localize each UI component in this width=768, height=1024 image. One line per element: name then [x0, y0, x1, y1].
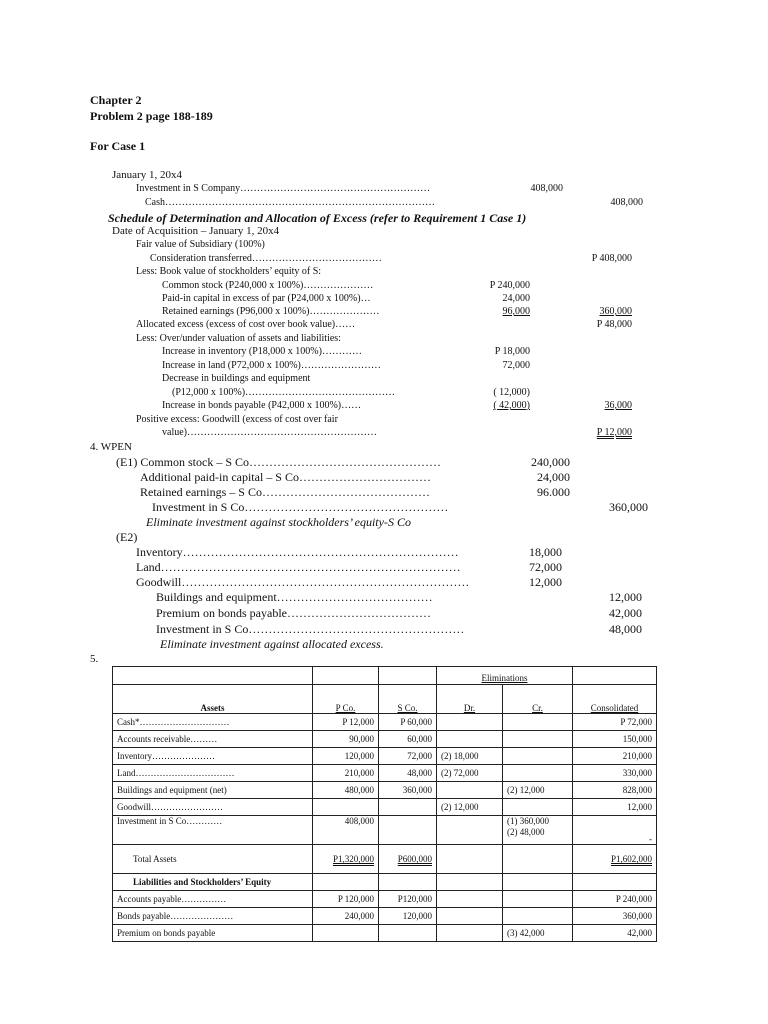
schedule-line: (P12,000 x 100%)………………………………………	[172, 387, 396, 398]
entry-amount: 12,000	[609, 590, 642, 604]
entry-line: Additional paid-in capital – S Co……………………………	[140, 470, 431, 484]
schedule-line: Less: Book value of stockholders’ equity of S:	[136, 266, 322, 277]
row-label: Bonds payable…………………	[113, 908, 313, 925]
entry-amount: 24,000	[537, 470, 570, 484]
schedule-line: Common stock (P240,000 x 100%)…………………	[162, 280, 374, 291]
liabilities-heading: Liabilities and Stockholders’ Equity	[113, 874, 313, 891]
schedule-amount: 72,000	[502, 360, 530, 371]
entry-line: Land…………………………………………………………………	[136, 560, 461, 574]
schedule-line: Decrease in buildings and equipment	[162, 373, 311, 384]
schedule-amount	[560, 307, 632, 317]
cell-consolidated: P 72,000	[573, 714, 657, 731]
schedule-line: Allocated excess (excess of cost over book value)……	[136, 319, 356, 330]
schedule-amount: ( 12,000)	[493, 387, 530, 398]
entry-memo: Eliminate investment against stockholders’ equity-S Co	[146, 515, 411, 529]
cr-line: (1) 360,000	[507, 816, 549, 826]
row-label: Investment in S Co…………	[113, 816, 313, 845]
cell-cr	[503, 799, 573, 816]
cell-consolidated: 330,000	[573, 765, 657, 782]
entry-amount: 42,000	[609, 606, 642, 620]
table-row	[113, 714, 657, 731]
schedule-line: Positive excess: Goodwill (excess of cost over fair	[136, 414, 338, 425]
journal-line-amount: 408,000	[610, 197, 643, 208]
cell-cr: (3) 42,000	[503, 925, 573, 942]
column-header-p-co: P Co.	[335, 703, 356, 713]
entry-line: Buildings and equipment…………………………………	[156, 590, 433, 604]
entry-line: Goodwill………………………………………………………………	[136, 575, 470, 589]
cell-cr	[503, 816, 573, 845]
cell-consolidated: 42,000	[573, 925, 657, 942]
cell-p-co: 480,000	[313, 782, 379, 799]
entry-line: Premium on bonds payable………………………………	[156, 606, 431, 620]
cell-dr: (2) 72,000	[437, 765, 503, 782]
entry-line: Investment in S Co………………………………………………	[156, 622, 465, 636]
row-label: Inventory…………………	[113, 748, 313, 765]
row-label: Cash*…………………………	[113, 714, 313, 731]
schedule-amount: P 48,000	[596, 319, 632, 330]
entry-tag: (E2)	[116, 530, 138, 544]
problem-heading: Problem 2 page 188-189	[90, 109, 213, 123]
case-heading: For Case 1	[90, 139, 146, 153]
entry-line: Retained earnings – S Co……………………………………	[140, 485, 430, 499]
schedule-amount: P 408,000	[591, 253, 632, 264]
row-label: Accounts receivable………	[113, 731, 313, 748]
row-label: Land……………………………	[113, 765, 313, 782]
cell-consolidated: P 240,000	[573, 891, 657, 908]
cell-p-co: 240,000	[313, 908, 379, 925]
row-label: Premium on bonds payable	[113, 925, 313, 942]
underlined-amount: ( 42,000)	[493, 400, 530, 411]
cell-consolidated: P1,602,000	[610, 854, 652, 864]
entry-amount: 72,000	[529, 560, 562, 574]
journal-line-label: Cash………………………………………………………………………	[145, 197, 435, 208]
cell-p-co: P1,320,000	[332, 854, 374, 864]
schedule-line: Retained earnings (P96,000 x 100%)…………………	[162, 306, 380, 317]
cell-consolidated: -	[573, 816, 657, 845]
cell-cr	[503, 908, 573, 925]
table-row	[113, 816, 657, 845]
cell-dr: (2) 18,000	[437, 748, 503, 765]
cell-p-co: P 12,000	[313, 714, 379, 731]
underlined-amount: 36,000	[604, 400, 632, 411]
cell-p-co	[313, 925, 379, 942]
cell-dr	[437, 891, 503, 908]
schedule-amount	[560, 428, 632, 438]
cell-dr	[437, 908, 503, 925]
table-row	[113, 748, 657, 765]
cell-p-co: 90,000	[313, 731, 379, 748]
cell-consolidated: 150,000	[573, 731, 657, 748]
cell-consolidated: 828,000	[573, 782, 657, 799]
cell-p-co	[313, 799, 379, 816]
cell-p-co: P 120,000	[313, 891, 379, 908]
cell-s-co: 120,000	[379, 908, 437, 925]
underlined-amount: 360,000	[599, 306, 632, 317]
schedule-line: Consideration transferred…………………………………	[150, 253, 382, 264]
schedule-line: Increase in land (P72,000 x 100%)……………………	[162, 360, 381, 371]
column-header-dr: Dr.	[463, 703, 476, 713]
entry-line: Inventory……………………………………………………………	[136, 545, 459, 559]
entry-line: (E1) Common stock – S Co…………………………………………	[116, 455, 442, 469]
entry-amount: 48,000	[609, 622, 642, 636]
table-row	[113, 731, 657, 748]
double-underlined-amount: P 12,000	[596, 427, 632, 438]
schedule-amount	[460, 307, 530, 317]
cell-p-co: 408,000	[313, 816, 379, 845]
cell-s-co: 72,000	[379, 748, 437, 765]
schedule-amount: P 240,000	[489, 280, 530, 291]
cell-dr: (2) 12,000	[437, 799, 503, 816]
entry-line: Investment in S Co……………………………………………	[152, 500, 449, 514]
cell-cr	[503, 731, 573, 748]
cell-cr	[503, 891, 573, 908]
journal-line-label: Investment in S Company…………………………………………………	[136, 183, 431, 194]
cell-cr	[503, 748, 573, 765]
cell-consolidated: 360,000	[573, 908, 657, 925]
schedule-amount: P 18,000	[494, 346, 530, 357]
schedule-line: Paid-in capital in excess of par (P24,000 x 100%)…	[162, 293, 371, 304]
table-row	[113, 765, 657, 782]
entry-amount: 12,000	[529, 575, 562, 589]
worksheet-number: 5.	[90, 653, 99, 665]
schedule-line: value)…………………………………………………	[162, 427, 377, 438]
table-row	[113, 667, 657, 685]
cell-consolidated: 210,000	[573, 748, 657, 765]
wpen-heading: 4. WPEN	[90, 441, 132, 453]
schedule-date-line: Date of Acquisition – January 1, 20x4	[112, 225, 280, 237]
row-label: Buildings and equipment (net)	[113, 782, 313, 799]
entry-memo: Eliminate investment against allocated excess.	[160, 637, 384, 651]
schedule-line: Less: Over/under valuation of assets and liabilities:	[136, 333, 341, 344]
cr-line: (2) 48,000	[507, 827, 545, 837]
cell-s-co: 360,000	[379, 782, 437, 799]
table-row	[113, 799, 657, 816]
cell-p-co: 120,000	[313, 748, 379, 765]
schedule-amount: 24,000	[502, 293, 530, 304]
cell-s-co: 60,000	[379, 731, 437, 748]
cell-consolidated: 12,000	[573, 799, 657, 816]
schedule-line: Fair value of Subsidiary (100%)	[136, 239, 265, 250]
column-header-assets: Assets	[113, 685, 313, 714]
row-label: Total Assets	[113, 845, 313, 874]
column-header-consolidated: Consolidated	[590, 703, 639, 713]
cell-s-co: P600,000	[397, 854, 432, 864]
chapter-heading: Chapter 2	[90, 93, 142, 107]
eliminations-header: Eliminations	[481, 673, 528, 683]
column-header-s-co: S Co.	[397, 703, 418, 713]
table-header-row	[113, 685, 657, 714]
schedule-title: Schedule of Determination and Allocation of Excess (refer to Requirement 1 Case 1)	[108, 211, 527, 225]
schedule-line: Increase in bonds payable (P42,000 x 100%)……	[162, 400, 362, 411]
journal-date: January 1, 20x4	[112, 169, 182, 181]
cell-dr	[437, 731, 503, 748]
table-row	[113, 891, 657, 908]
schedule-line: Increase in inventory (P18,000 x 100%)…………	[162, 346, 362, 357]
table-row	[113, 925, 657, 942]
cell-dr	[437, 714, 503, 731]
entry-amount: 240,000	[531, 455, 570, 469]
consolidation-worksheet	[112, 666, 657, 942]
table-row	[113, 782, 657, 799]
schedule-amount	[460, 401, 530, 411]
cell-s-co: P 60,000	[379, 714, 437, 731]
entry-amount: 96.000	[537, 485, 570, 499]
cell-s-co	[379, 799, 437, 816]
table-row	[113, 845, 657, 874]
cell-p-co: 210,000	[313, 765, 379, 782]
table-row	[113, 874, 657, 891]
table-row	[113, 908, 657, 925]
underlined-amount: 96,000	[502, 306, 530, 317]
cell-cr: (2) 12,000	[503, 782, 573, 799]
entry-amount: 360,000	[609, 500, 648, 514]
schedule-amount	[560, 401, 632, 411]
cell-s-co: P120,000	[379, 891, 437, 908]
cell-s-co: 48,000	[379, 765, 437, 782]
cell-dr	[437, 782, 503, 799]
entry-amount: 18,000	[529, 545, 562, 559]
row-label: Goodwill……………………	[113, 799, 313, 816]
cell-cr	[503, 765, 573, 782]
row-label: Accounts payable……………	[113, 891, 313, 908]
column-header-cr: Cr.	[532, 703, 543, 713]
cell-s-co	[379, 925, 437, 942]
cell-cr	[503, 714, 573, 731]
journal-line-amount: 408,000	[530, 183, 563, 194]
cell-dr	[437, 925, 503, 942]
